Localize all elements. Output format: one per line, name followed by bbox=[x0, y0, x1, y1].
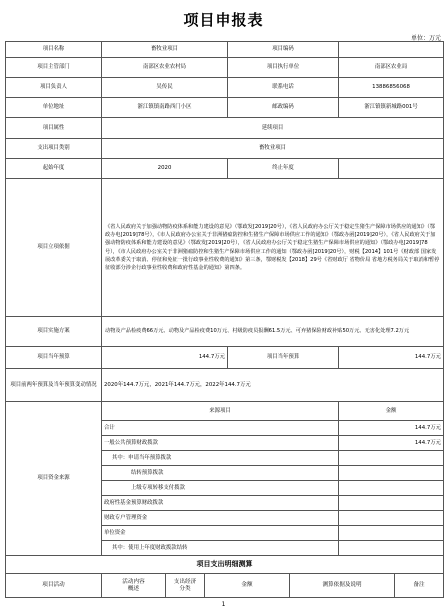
project-code-value bbox=[339, 42, 444, 58]
funds-label: 项目资金来源 bbox=[6, 402, 102, 556]
funds-amount bbox=[339, 526, 444, 541]
row-project-name bbox=[6, 42, 444, 58]
detail-col-activity: 项目活动 bbox=[6, 574, 102, 598]
detail-col-basis: 测算依据及说明 bbox=[290, 574, 395, 598]
phone-label: 联系电话 bbox=[228, 78, 339, 98]
funds-amount: 144.7万元 bbox=[339, 436, 444, 451]
funds-source: 政府性基金预算财政拨款 bbox=[102, 496, 339, 511]
row-dept bbox=[6, 58, 444, 78]
detail-col-content: 活动内容 概述 bbox=[102, 574, 166, 598]
dept-value: 南部区农业农村局 bbox=[102, 58, 228, 78]
leader-value: 吴传民 bbox=[102, 78, 228, 98]
project-name-value: 畜牧业项目 bbox=[102, 42, 228, 58]
dept-label: 项目主管部门 bbox=[6, 58, 102, 78]
exec-value: 南部区农业局 bbox=[339, 58, 444, 78]
row-years bbox=[6, 159, 444, 179]
end-value bbox=[339, 159, 444, 179]
address-value: 浙江镇镇南路西门小区 bbox=[102, 98, 228, 118]
funds-source: 其中：使用上年度财政拨款结转 bbox=[102, 541, 339, 556]
detail-header-row bbox=[6, 574, 444, 598]
page-title: 项目申报表 bbox=[183, 11, 264, 29]
funds-amount bbox=[339, 511, 444, 526]
funds-header-source: 来源项目 bbox=[102, 402, 339, 421]
row-leader bbox=[6, 78, 444, 98]
funds-amount bbox=[339, 451, 444, 466]
funds-source: 合计 bbox=[102, 421, 339, 436]
funds-header-row bbox=[6, 402, 444, 421]
detail-section-title: 项目支出明细测算 bbox=[6, 556, 444, 574]
detail-title-row bbox=[6, 556, 444, 574]
unit-label: 单位：万元 bbox=[410, 35, 441, 42]
attr-label: 项目属性 bbox=[6, 118, 102, 139]
basis-label: 项目立项依据 bbox=[6, 179, 102, 317]
plan-label: 项目实施方案 bbox=[6, 317, 102, 347]
row-address bbox=[6, 98, 444, 118]
funds-amount bbox=[339, 466, 444, 481]
plan-text: 动物及产品检疫费66万元、动物及产品检疫费10万元、村级防疫员报酬61.5万元、可弃猪保险财政补贴50万元、无害化处理7.2万元 bbox=[102, 317, 444, 347]
zip-value: 浙江镇镇新城路001号 bbox=[339, 98, 444, 118]
row-category bbox=[6, 139, 444, 159]
project-form-table bbox=[5, 41, 444, 598]
prev-budget-label: 项目当年预算 bbox=[6, 347, 102, 369]
funds-source: 一般公共预算财政拨款 bbox=[102, 436, 339, 451]
funds-source: 财政专户管理资金 bbox=[102, 511, 339, 526]
funds-source: 单位资金 bbox=[102, 526, 339, 541]
exec-label: 项目执行单位 bbox=[228, 58, 339, 78]
multi-year-value: 2020年144.7万元，2021年144.7万元，2022年144.7万元 bbox=[102, 369, 444, 402]
attr-value: 延续项目 bbox=[102, 118, 444, 139]
row-multi-year bbox=[6, 369, 444, 402]
funds-amount bbox=[339, 481, 444, 496]
row-budget bbox=[6, 347, 444, 369]
page-number: 1 bbox=[221, 601, 226, 608]
detail-col-econ-class: 支出经济 分类 bbox=[166, 574, 205, 598]
funds-amount: 144.7万元 bbox=[339, 421, 444, 436]
funds-source: 其中：申请当年预算拨款 bbox=[102, 451, 339, 466]
start-label: 起始年度 bbox=[6, 159, 102, 179]
funds-source: 结转预算拨款 bbox=[102, 466, 339, 481]
category-value: 畜牧业项目 bbox=[102, 139, 444, 159]
address-label: 单位地址 bbox=[6, 98, 102, 118]
row-attr bbox=[6, 118, 444, 139]
end-label: 终止年度 bbox=[228, 159, 339, 179]
project-name-label: 项目名称 bbox=[6, 42, 102, 58]
row-basis bbox=[6, 179, 444, 317]
detail-col-amount: 金额 bbox=[205, 574, 290, 598]
multi-year-label: 项目前两年预算及当年预算变动情况 bbox=[6, 369, 102, 402]
funds-source: 上级专项转移支付拨款 bbox=[102, 481, 339, 496]
cur-budget-label: 项目当年预算 bbox=[228, 347, 339, 369]
detail-col-remark: 备注 bbox=[395, 574, 444, 598]
funds-amount bbox=[339, 541, 444, 556]
leader-label: 项目负责人 bbox=[6, 78, 102, 98]
basis-text: 《省人民政府关于加强动物防疫体系和能力建设的意见》（鄂政发[2019]20号），《省人民政府办公厅关于稳定生猪生产保障市场供应的通知》（鄂政办电[2019]78号），《市人民政府办公室关于非洲猪瘟防控和生猪生产保障市场供应工作的通知》（鄂政办函[2019]20号），《省人民政府关于加强动物防疫体系和能力建设的意见》（鄂政发[2019]20号），《省人民政府办公厅关于稳定生猪生产保障市场供应的通知》（鄂政办电[2019]78号），《市人民政府办公室关于非洲猪瘟防控和生猪生产保障市场供应工作的通知（鄂政办函[2019]20号），财税【2014】101号《财政部 国家发展改革委关于取消、停征和免征一批行政事业性收费的通知》第三条，鄂财税发【2018】29号《省财政厅 省物价局 省地方税务局关于取消和暂停征收部分涉企行政事业性收费和政府性基金的通知》第四条。 bbox=[102, 179, 444, 317]
cur-budget-value: 144.7万元 bbox=[339, 347, 444, 369]
start-value: 2020 bbox=[102, 159, 228, 179]
row-plan bbox=[6, 317, 444, 347]
phone-value: 13886856068 bbox=[339, 78, 444, 98]
project-code-label: 项目编码 bbox=[228, 42, 339, 58]
zip-label: 邮政编码 bbox=[228, 98, 339, 118]
prev-budget-value: 144.7万元 bbox=[102, 347, 228, 369]
category-label: 支出项目类别 bbox=[6, 139, 102, 159]
funds-header-amount: 金额 bbox=[339, 402, 444, 421]
funds-amount bbox=[339, 496, 444, 511]
